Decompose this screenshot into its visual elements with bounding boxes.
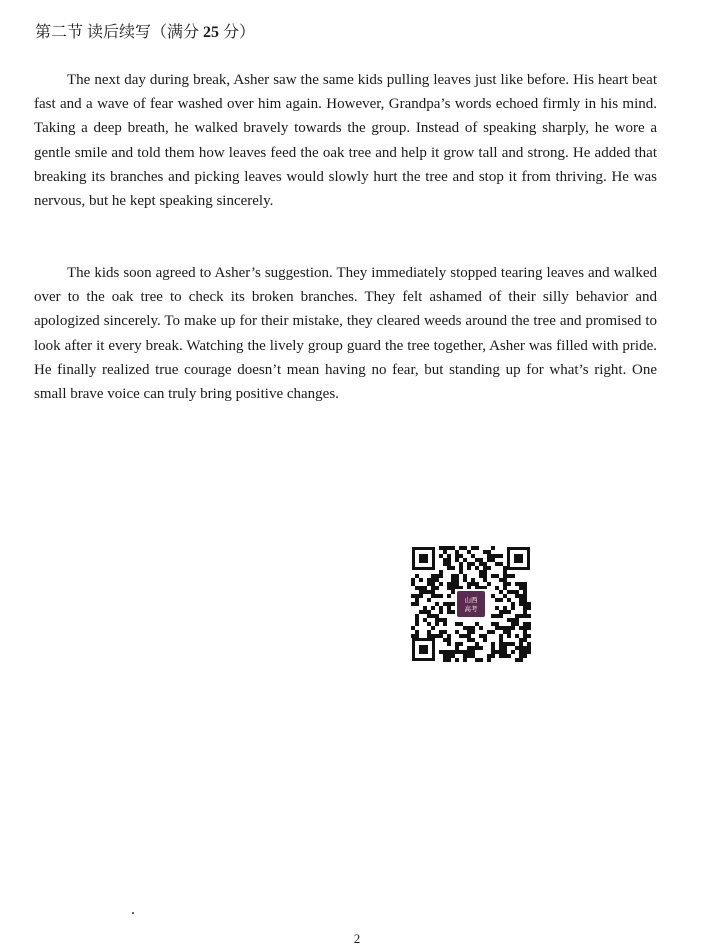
paragraph-2: The kids soon agreed to Asher’s suggestion. They immediately stopped tearing leaves and walked over to the oak tree to check its broken branches. They felt ashamed of their silly behavior and apologized sincerely. To make up for their mistake, they cleared weeds around the tree and promised to look after it every break. Watching the lively group guard the tree together, Asher was filled with pride. He finally realized true courage doesn’t mean having no fear, but standing up for what’s right. One small brave voice can truly bring positive changes.: [34, 265, 657, 403]
qr-logo-line1: 山西: [464, 596, 478, 604]
qr-logo-badge: [457, 591, 485, 617]
section-heading: [35, 21, 255, 45]
qr-logo-line2: 高考: [464, 605, 478, 613]
page-number: 2: [353, 931, 361, 946]
section-title-prefix: 第二节 读后续写（满分: [35, 24, 204, 41]
stray-dot: [132, 912, 134, 914]
paragraph-1: The next day during break, Asher saw the same kids pulling leaves just like before. His heart beat fast and a wave of fear washed over him again. However, Grandpa’s words echoed firmly in his mind. Taking a deep breath, he walked bravely towards the group. Instead of speaking sharply, he wore a gentle smile and told them how leaves feed the oak tree and help it grow tall and strong. He added that breaking its branches and picking leaves would slowly hurt the tree and stop it from thriving. He was nervous, but he kept speaking sincerely.: [34, 72, 657, 210]
section-title-suffix: 分）: [219, 24, 256, 41]
section-score: 25: [203, 24, 220, 41]
qr-code: [411, 546, 531, 662]
